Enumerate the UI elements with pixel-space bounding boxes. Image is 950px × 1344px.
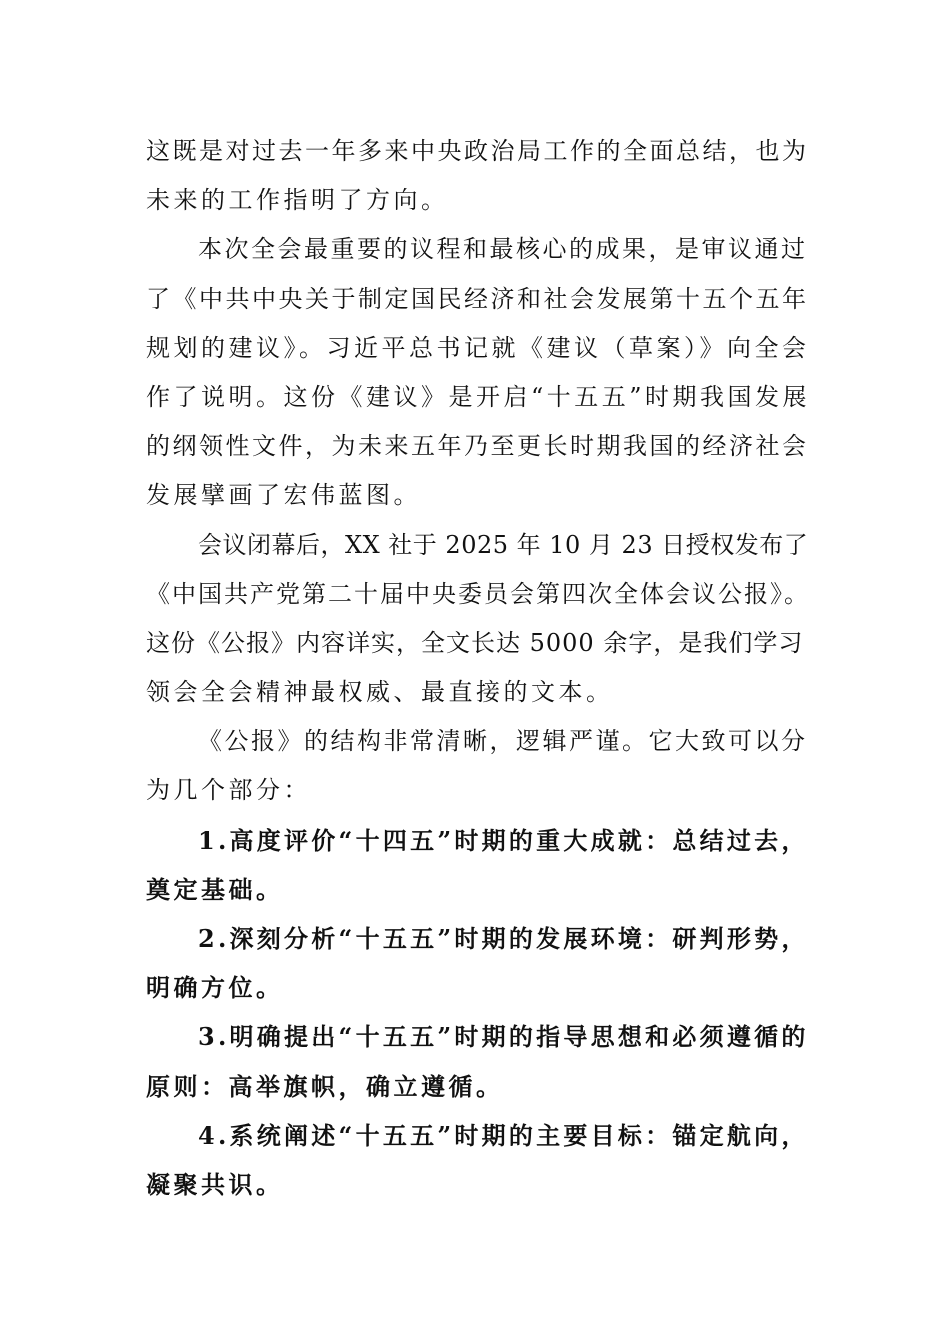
text-line: 原则：高举旗帜，确立遵循。 xyxy=(146,1071,504,1101)
text-line: 本次全会最重要的议程和最核心的成果，是审议通过 xyxy=(198,235,808,264)
text-line: 凝聚共识。 xyxy=(146,1169,284,1199)
text-line: 《中国共产党第二十届中央委员会第四次全体会议公报》。 xyxy=(146,579,810,608)
text-line: 这既是对过去一年多来中央政治局工作的全面总结，也为 xyxy=(146,137,809,165)
text-line: 领会全会精神最权威、最直接的文本。 xyxy=(146,678,614,707)
text-line: 的纲领性文件，为未来五年乃至更长时期我国的经济社会 xyxy=(146,432,809,461)
text-line: 《公报》的结构非常清晰，逻辑严谨。它大致可以分 xyxy=(198,727,808,756)
text-line: 为几个部分： xyxy=(146,776,311,805)
text-line: 了《中共中央关于制定国民经济和社会发展第十五个五年 xyxy=(146,284,809,313)
text-line: 规划的建议》。习近平总书记就《建议（草案）》向全会 xyxy=(146,333,810,362)
text-line: 作了说明。这份《建议》是开启“十五五”时期我国发展 xyxy=(146,382,811,411)
text-line: 发展擘画了宏伟蓝图。 xyxy=(146,481,421,510)
text-line: 4.系统阐述“十五五”时期的主要目标：锚定航向， xyxy=(198,1120,809,1150)
text-line: 这份《公报》内容详实，全文长达 5000 余字，是我们学习 xyxy=(146,628,804,657)
document-body xyxy=(146,127,810,1209)
text-line: 明确方位。 xyxy=(146,973,284,1003)
text-line: 会议闭幕后，XX 社于 2025 年 10 月 23 日授权发布了 xyxy=(198,530,809,559)
text-line: 2.深刻分析“十五五”时期的发展环境：研判形势， xyxy=(198,924,809,953)
text-line: 未来的工作指明了方向。 xyxy=(146,186,449,215)
text-line: 奠定基础。 xyxy=(146,874,284,904)
text-line: 1.高度评价“十四五”时期的重大成就：总结过去， xyxy=(198,825,809,855)
text-line: 3.明确提出“十五五”时期的指导思想和必须遵循的 xyxy=(198,1022,809,1052)
